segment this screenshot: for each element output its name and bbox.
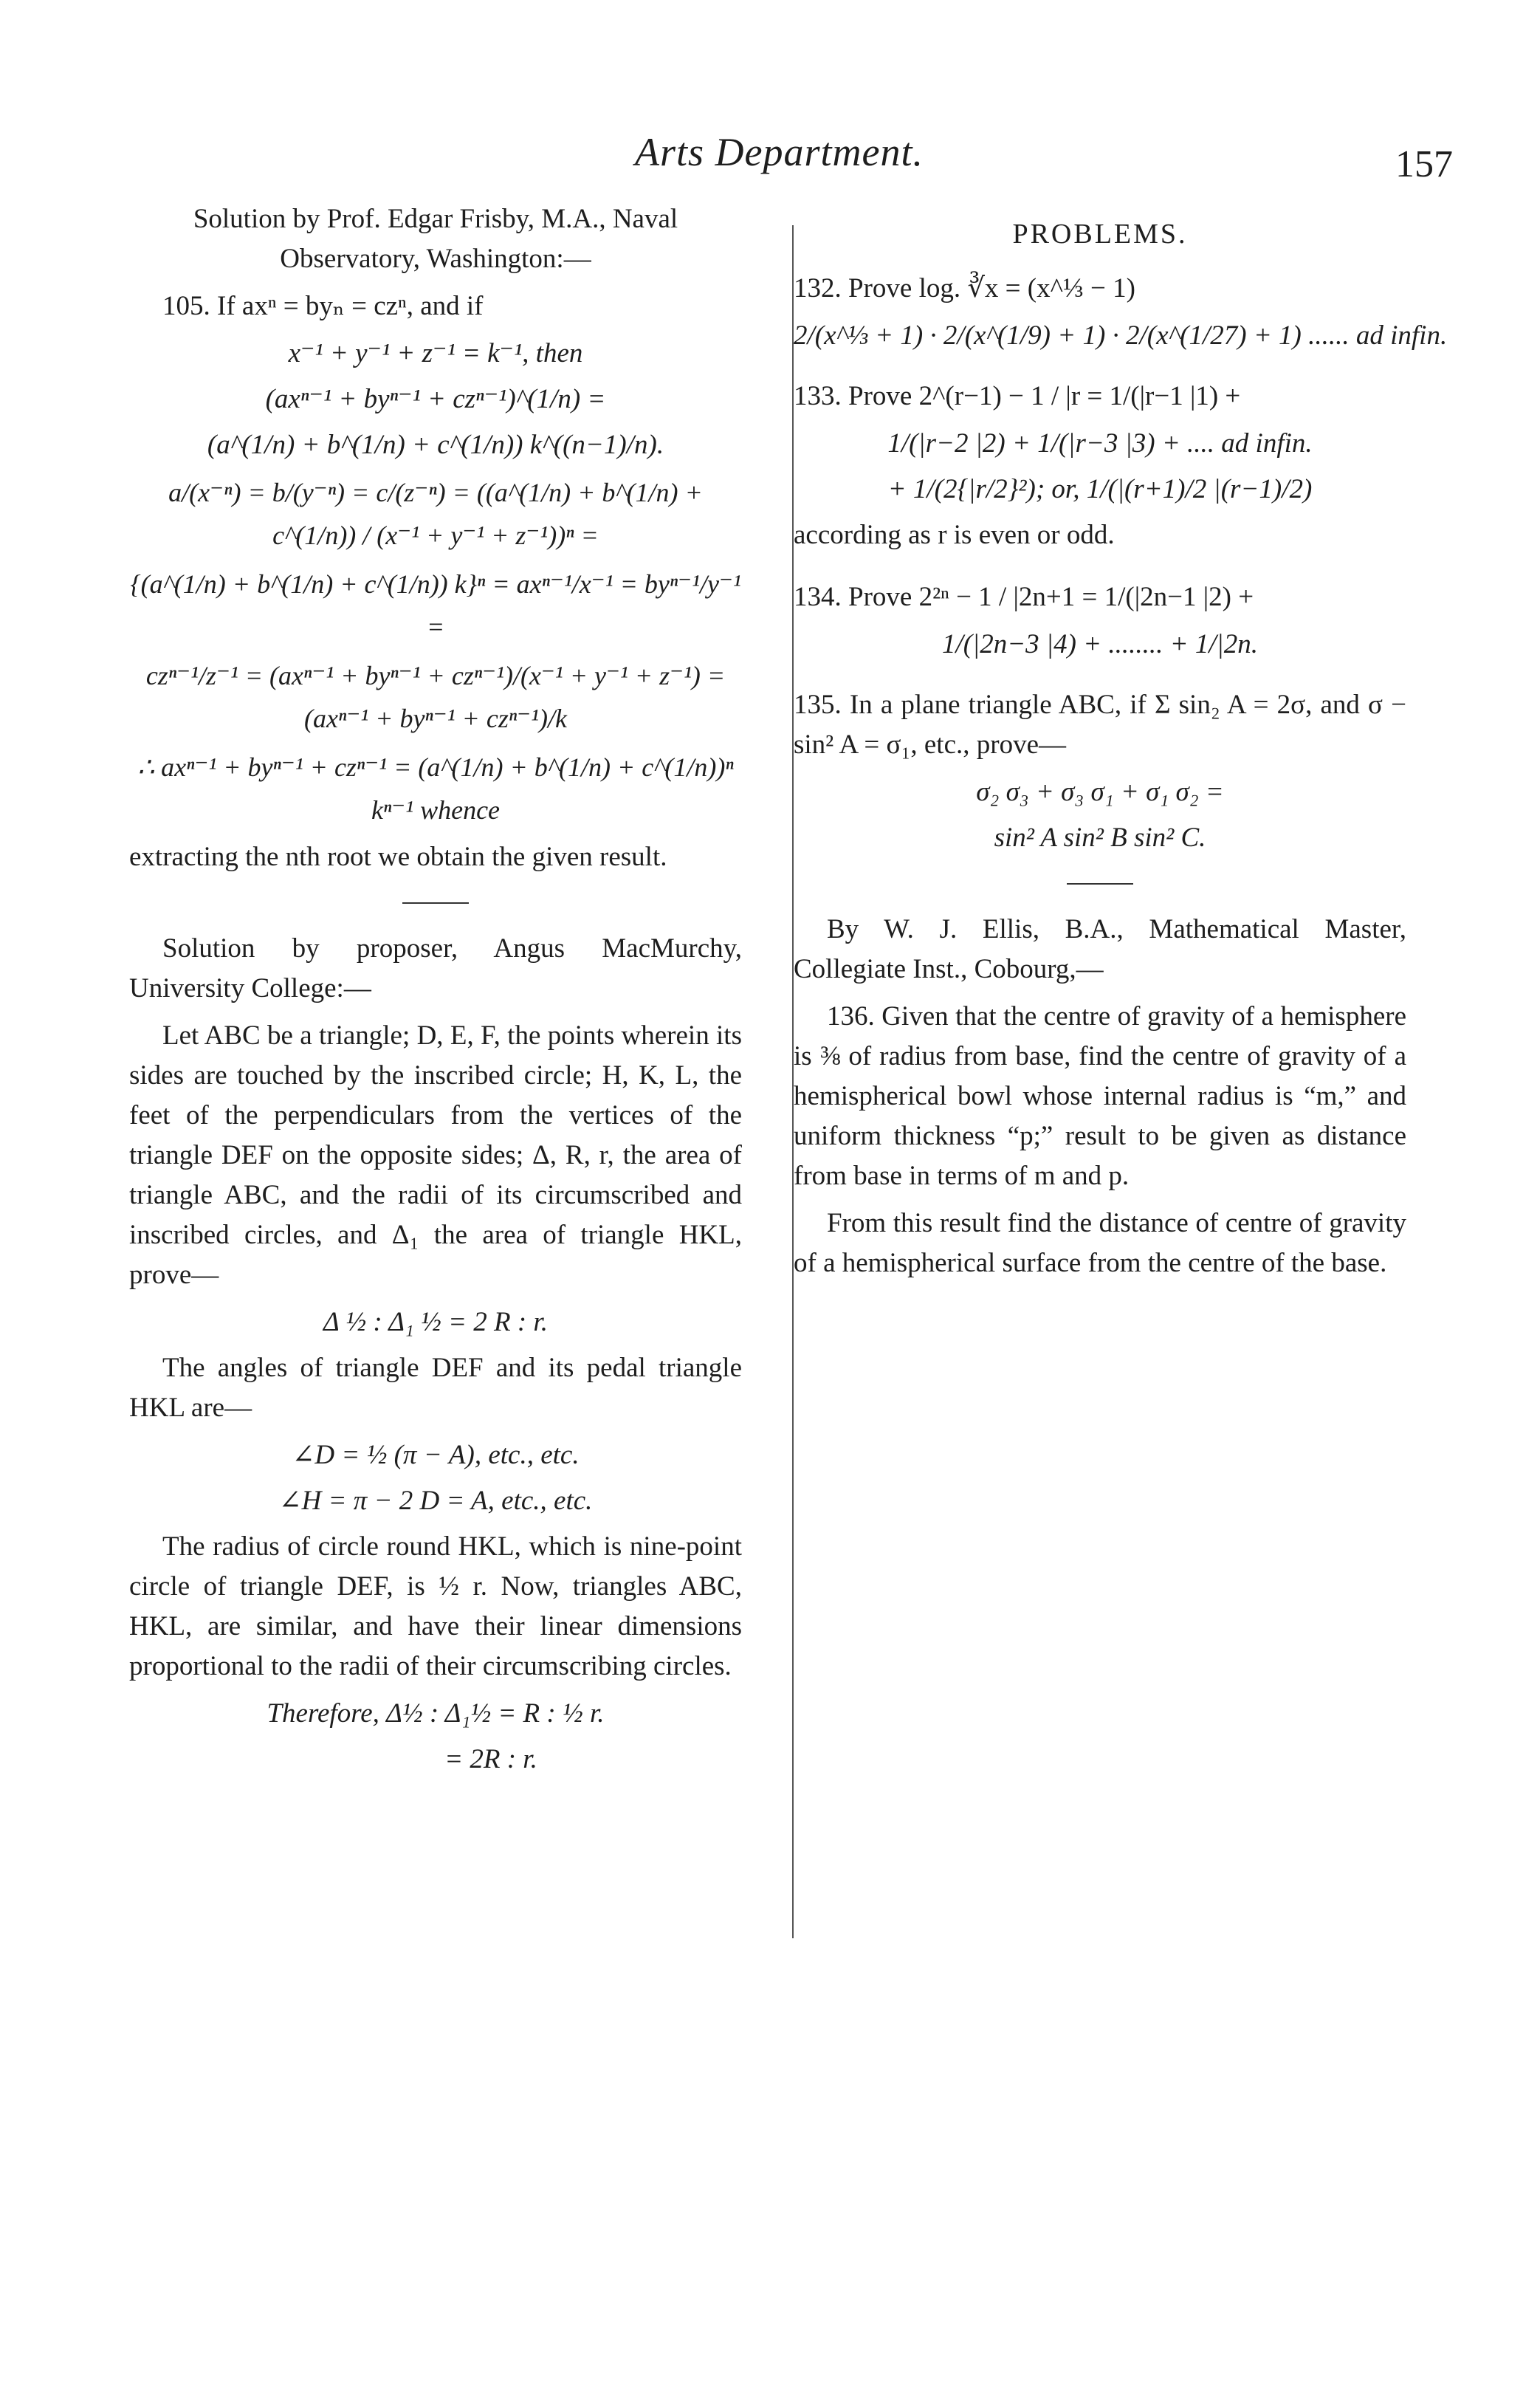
problem-134: 134. Prove 2²ⁿ − 1 / |2n+1 = 1/(|2n−1 |2) + [794,582,1254,612]
s2-eq1: Δ ½ : Δ₁ ½ = 2 R : r. [323,1307,548,1337]
problem-132: 132. Prove log. ∛x = (x^⅓ − 1) [794,273,1135,303]
right-column [794,199,1448,1291]
s2-eq5: = 2R : r. [444,1744,537,1774]
s1-eq1: 105. If axⁿ = byₙ = czⁿ, and if [162,291,484,321]
s2-paragraph-1: Let ABC be a triangle; D, E, F, the points wherein its sides are touched by the inscribed circle; H, K, L, the feet of the perpendiculars from the vertices of the triangle DEF on the opposite sides; Δ, R, r, the area of triangle ABC, and the radii of its circumscribed and inscribed circles, and Δ₁ the area of triangle HKL, prove— [129,1020,742,1290]
s1-eq7: czⁿ⁻¹/z⁻¹ = (axⁿ⁻¹ + byⁿ⁻¹ + czⁿ⁻¹)/(x⁻¹ + y⁻¹ + z⁻¹) = (axⁿ⁻¹ + byⁿ⁻¹ + czⁿ⁻¹)/k [145,661,726,733]
s2-eq4: Therefore, Δ½ : Δ₁½ = R : ½ r. [267,1698,605,1729]
problem-136-continued: From this result find the distance of centre of gravity of a hemispherical surface from the centre of the base. [794,1208,1406,1278]
s1-eq2: x⁻¹ + y⁻¹ + z⁻¹ = k⁻¹, then [288,338,583,368]
problem-134-series: 1/(|2n−3 |4) + ........ + 1/|2n. [941,629,1259,659]
solution-1-attribution: Solution by Prof. Edgar Frisby, M.A., Naval Observatory, Washington:— [193,204,678,274]
running-title: Arts Department. [635,130,924,174]
problem-135: 135. In a plane triangle ABC, if Σ sin₂ A = 2σ, and σ − sin² A = σ₁, etc., prove— [794,690,1406,760]
problem-136: 136. Given that the centre of gravity of a hemisphere is ⅜ of radius from base, find the centre of gravity of a hemispherical bowl whose internal radius is “m,” and uniform thickness “p;” result to be given as distance from base in terms of m and p. [794,1001,1406,1191]
problem-135-eq2: sin² A sin² B sin² C. [994,823,1206,853]
s1-eq8: ∴ axⁿ⁻¹ + byⁿ⁻¹ + czⁿ⁻¹ = (a^(1/n) + b^(1/n) + c^(1/n))ⁿ kⁿ⁻¹ whence [137,752,734,825]
page-header [0,129,1540,188]
section-separator [1067,883,1133,885]
problems-heading: PROBLEMS. [1012,219,1188,250]
problem-133: 133. Prove 2^(r−1) − 1 / |r = 1/(|r−1 |1) + [794,381,1241,411]
s1-eq6: {(a^(1/n) + b^(1/n) + c^(1/n)) k}ⁿ = axⁿ⁻¹/x⁻¹ = byⁿ⁻¹/y⁻¹ = [130,569,741,642]
page-number: 157 [1395,143,1453,185]
s2-paragraph-2: The angles of triangle DEF and its pedal triangle HKL are— [129,1353,742,1423]
s2-eq2: ∠D = ½ (π − A), etc., etc. [292,1440,580,1470]
ellis-attribution: By W. J. Ellis, B.A., Mathematical Master, Collegiate Inst., Cobourg,— [794,914,1406,984]
problem-133-note: according as r is even or odd. [794,520,1115,550]
problem-135-eq1: σ₂ σ₃ + σ₃ σ₁ + σ₁ σ₂ = [976,777,1224,807]
s2-eq3: ∠H = π − 2 D = A, etc., etc. [278,1486,593,1516]
problem-132-series: 2/(x^⅓ + 1) · 2/(x^(1/9) + 1) · 2/(x^(1/27) + 1) ...... ad infin. [794,320,1448,351]
s1-eq4: (a^(1/n) + b^(1/n) + c^(1/n)) k^((n−1)/n). [207,430,664,460]
section-separator [402,902,469,904]
solution-2-attribution: Solution by proposer, Angus MacMurchy, University College:— [129,933,742,1003]
s2-paragraph-3: The radius of circle round HKL, which is nine-point circle of triangle DEF, is ½ r. Now, triangles ABC, HKL, are similar, and have their linear dimensions proportional to the radii of their circumscribing circles. [129,1531,742,1681]
s1-eq3: (axⁿ⁻¹ + byⁿ⁻¹ + czⁿ⁻¹)^(1/n) = [265,384,606,414]
s1-conclusion: extracting the nth root we obtain the given result. [129,842,667,872]
s1-eq5: a/(x⁻ⁿ) = b/(y⁻ⁿ) = c/(z⁻ⁿ) = ((a^(1/n) + b^(1/n) + c^(1/n)) / (x⁻¹ + y⁻¹ + z⁻¹))ⁿ = [168,478,703,550]
problem-133-tail: + 1/(2{|r/2}²); or, 1/(|(r+1)/2 |(r−1)/2) [887,474,1313,504]
problem-133-series: 1/(|r−2 |2) + 1/(|r−3 |3) + .... ad infin. [887,428,1313,459]
left-column [129,199,742,1785]
